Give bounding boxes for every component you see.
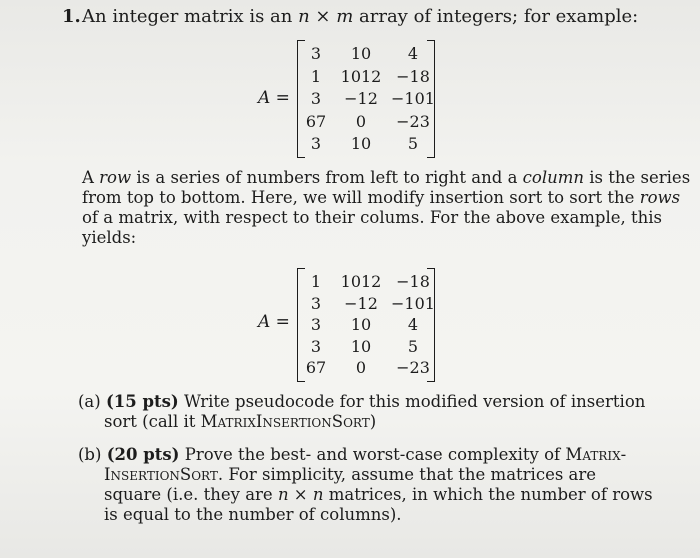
matrix1-label <box>258 88 290 108</box>
matrix-cell: 10 <box>350 315 372 334</box>
paragraph-line-3: of a matrix, with respect to their colums. For the above example, this <box>82 208 663 227</box>
question-number: 1. <box>62 6 81 27</box>
matrix-cell: 3 <box>310 293 322 313</box>
part-a-label: (a) <box>78 392 101 411</box>
part-a-line-1: (a) (15 pts) Write pseudocode for this modified version of insertion <box>78 392 646 411</box>
intro-suffix: array of integers; for example: <box>353 6 639 27</box>
matrix-cell: −23 <box>396 111 430 131</box>
square-dims: n × n <box>277 485 324 504</box>
matrix-cell: 10 <box>350 44 372 63</box>
matrix-cell: 10 <box>350 336 372 356</box>
part-b-line-4: is equal to the number of columns). <box>104 505 402 524</box>
algo-name-a: MatrixInsertionSort <box>200 412 370 431</box>
matrix2-equals: = <box>270 312 290 332</box>
matrix-sorted <box>297 268 435 382</box>
matrix-cell: 0 <box>355 111 367 131</box>
matrix1-name: A <box>258 88 271 108</box>
matrix-cell: 67 <box>305 111 327 131</box>
matrix-cell: −23 <box>396 358 430 377</box>
matrix1-equals: = <box>270 88 290 108</box>
question-intro <box>82 6 638 27</box>
part-b-line-3: square (i.e. they are n × n matrices, in which the number of rows <box>104 485 653 504</box>
matrix-cell: −18 <box>396 66 430 86</box>
matrix-cell: 5 <box>407 134 419 153</box>
matrix-cell: 1012 <box>340 272 382 291</box>
matrix-cell: 4 <box>407 315 419 334</box>
part-a <box>78 392 645 432</box>
intro-prefix: An integer matrix is an <box>82 6 299 27</box>
matrix-cell: 67 <box>305 358 327 377</box>
part-b-label: (b) <box>78 445 102 464</box>
description-paragraph <box>82 168 690 248</box>
matrix-cell: −12 <box>344 293 378 313</box>
matrix2-name: A <box>258 312 271 332</box>
part-b-line-2: InsertionSort. For simplicity, assume that the matrices are <box>104 465 597 484</box>
part-b-line-1: (b) (20 pts) Prove the best- and worst-case complexity of Matrix- <box>78 445 627 464</box>
matrix-cell: 1 <box>310 272 322 291</box>
part-b <box>78 445 653 525</box>
matrix-cell: 0 <box>355 358 367 377</box>
paragraph-line-1: A row is a series of numbers from left to right and a column is the series <box>82 168 691 187</box>
algo-name-b-2: InsertionSort <box>104 465 218 484</box>
matrix2-label <box>258 312 290 332</box>
matrix-cell: 3 <box>310 315 322 334</box>
algo-name-b-1: Matrix- <box>565 445 627 464</box>
matrix-cell: 4 <box>407 44 419 63</box>
part-b-points: (20 pts) <box>106 445 180 464</box>
matrix-cell: 3 <box>310 44 322 63</box>
matrix-cell: 10 <box>350 134 372 153</box>
matrix-cell: 3 <box>310 89 322 108</box>
matrix-cell: 3 <box>310 336 322 356</box>
intro-dims: n × m <box>298 6 354 27</box>
paragraph-line-4: yields: <box>82 228 137 247</box>
matrix-cell: −12 <box>344 89 378 108</box>
row-term: row <box>99 168 132 187</box>
matrix-cell: −18 <box>396 272 430 291</box>
paragraph-line-2: from top to bottom. Here, we will modify insertion sort to sort the rows <box>82 188 681 207</box>
matrix-cell: −101 <box>391 89 435 108</box>
column-term: column <box>522 168 585 187</box>
matrix-cell: 1012 <box>340 66 382 86</box>
part-a-points: (15 pts) <box>105 392 179 411</box>
matrix-original <box>297 40 435 158</box>
rows-term: rows <box>639 188 681 207</box>
part-a-line-2: sort (call it MatrixInsertionSort) <box>104 412 377 431</box>
matrix-cell: −101 <box>391 293 435 313</box>
matrix-cell: 5 <box>407 336 419 356</box>
matrix-cell: 3 <box>310 134 322 153</box>
matrix-cell: 1 <box>310 66 322 86</box>
